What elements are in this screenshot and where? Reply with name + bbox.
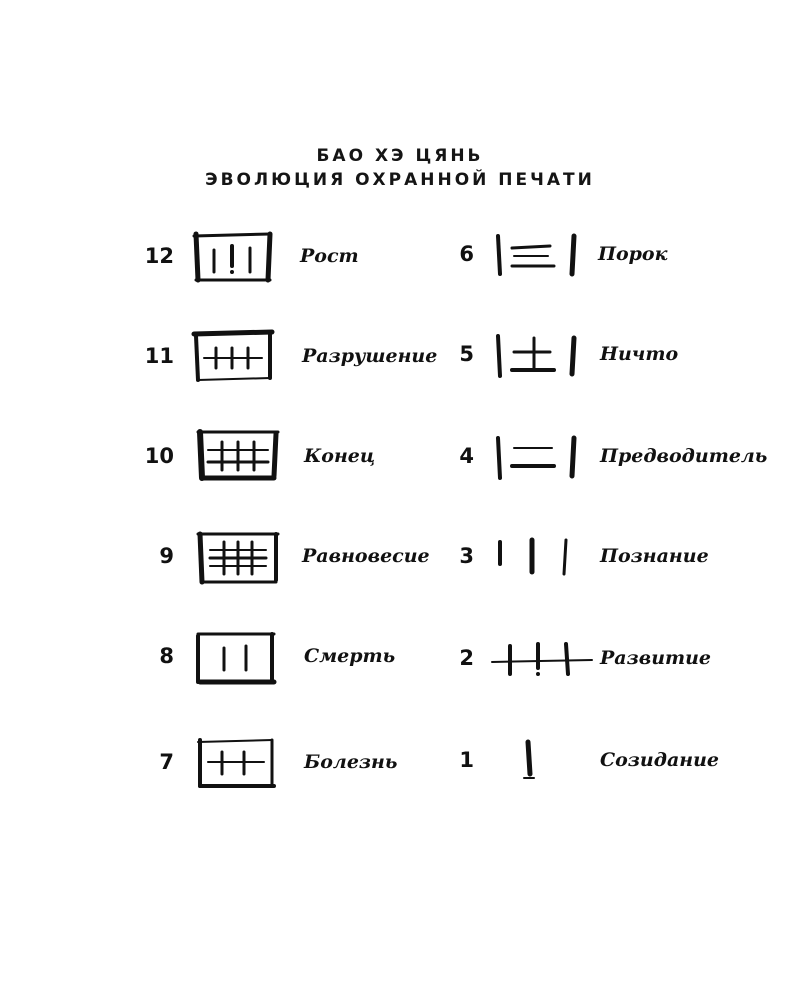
seal-glyph-1-icon: [488, 732, 588, 792]
seal-entry-9: [140, 528, 440, 588]
seal-number: 8: [159, 644, 174, 668]
seal-entry-8: [140, 628, 440, 688]
page-title: БАО ХЭ ЦЯНЬ: [316, 146, 484, 166]
seal-entry-3: [448, 528, 768, 588]
seal-entry-10: [140, 428, 440, 488]
seal-number: 2: [459, 646, 474, 670]
seal-glyph-10-icon: [192, 428, 282, 488]
seal-label: Равновесие: [302, 545, 430, 567]
seal-number: 11: [144, 344, 174, 368]
seal-number: 12: [144, 244, 174, 268]
seal-label: Ничто: [600, 343, 679, 365]
seal-glyph-9-icon: [192, 528, 284, 590]
seal-glyph-7-icon: [192, 734, 282, 794]
seal-entry-12: [140, 228, 440, 288]
seal-glyph-12-icon: [190, 228, 280, 288]
seal-entry-1: [448, 732, 768, 792]
page-subtitle: ЭВОЛЮЦИЯ ОХРАННОЙ ПЕЧАТИ: [205, 170, 595, 190]
seal-glyph-8-icon: [190, 628, 280, 688]
seal-label: Разрушение: [302, 345, 438, 367]
seal-entry-6: [448, 226, 768, 286]
seal-glyph-5-icon: [488, 326, 588, 386]
seal-number: 3: [459, 544, 474, 568]
seal-label: Конец: [304, 445, 376, 467]
seal-label: Рост: [300, 245, 359, 267]
seal-glyph-4-icon: [488, 428, 588, 488]
seal-number: 9: [159, 544, 174, 568]
seal-label: Развитие: [600, 647, 712, 669]
seal-number: 6: [459, 242, 474, 266]
seal-glyph-6-icon: [488, 226, 588, 286]
seal-number: 4: [459, 444, 474, 468]
seal-entry-7: [140, 734, 440, 794]
seal-label: Предводитель: [600, 445, 768, 467]
seal-entry-5: [448, 326, 768, 386]
seal-number: 10: [144, 444, 174, 468]
seal-number: 5: [459, 342, 474, 366]
seal-label: Созидание: [600, 749, 720, 771]
seal-glyph-3-icon: [488, 528, 588, 588]
seal-glyph-2-icon: [488, 630, 598, 690]
seal-glyph-11-icon: [190, 328, 280, 388]
seal-number: 1: [459, 748, 474, 772]
seal-label: Познание: [600, 545, 709, 567]
seal-label: Смерть: [304, 645, 396, 667]
seal-entry-11: [140, 328, 440, 388]
seal-label: Болезнь: [304, 751, 398, 773]
seal-entry-4: [448, 428, 768, 488]
seal-number: 7: [159, 750, 174, 774]
seal-label: Порок: [598, 243, 668, 265]
seal-entry-2: [448, 630, 768, 690]
